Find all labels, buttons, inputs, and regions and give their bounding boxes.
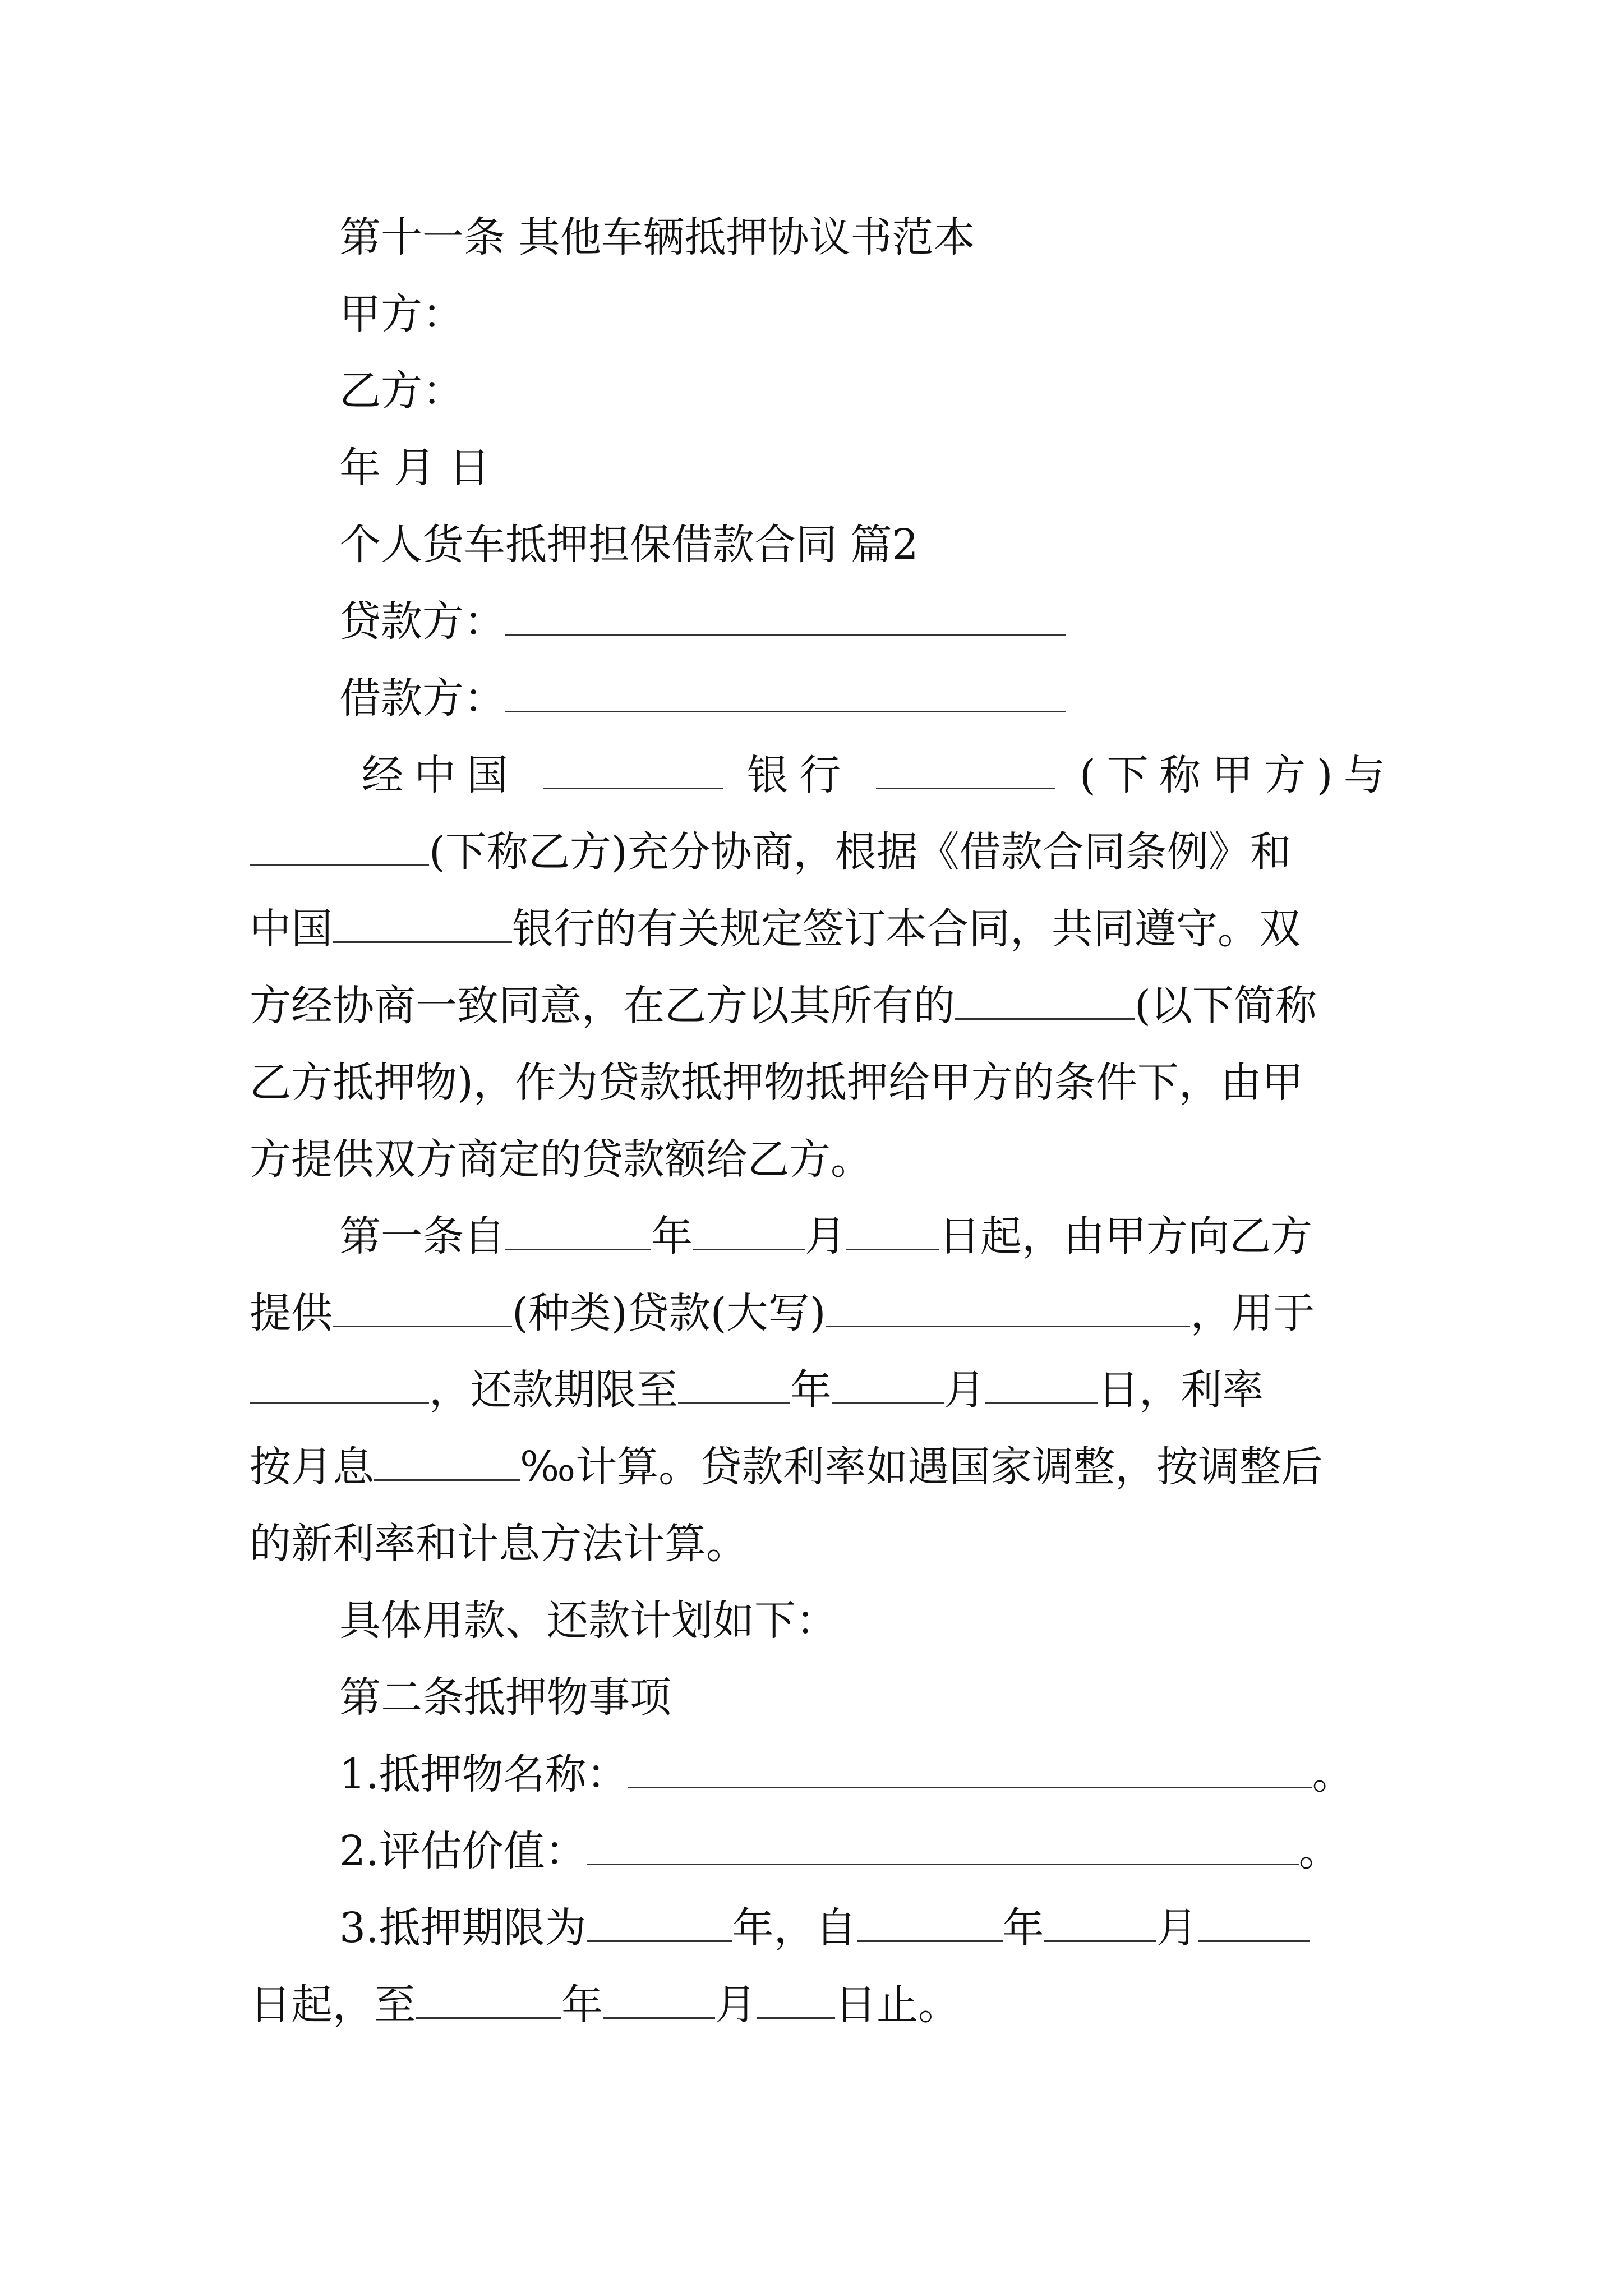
blank-line (757, 1985, 835, 2019)
text-run: 第二条抵押物事项 (339, 1673, 671, 1722)
blank-line (846, 1216, 939, 1250)
blank-line (1044, 1908, 1156, 1942)
clause-1-line (250, 1275, 1385, 1352)
text-run: 月 (1156, 1904, 1198, 1952)
text-run: 日止。 (835, 1981, 960, 2029)
text-run: 年 月 日 (339, 444, 491, 492)
paragraph-line (250, 1045, 1385, 1121)
blank-line (505, 1216, 651, 1250)
plan-line (250, 1582, 1385, 1659)
party-a-line (250, 276, 1385, 353)
clause-1-line (250, 1352, 1385, 1429)
text-run: 年 (790, 1366, 832, 1414)
collateral-name-line (250, 1736, 1385, 1813)
text-run: 日，利率 (1098, 1366, 1264, 1414)
text-run: 第一条自 (339, 1212, 505, 1260)
text-run: 提供 (250, 1289, 333, 1337)
blank-line (587, 1831, 1299, 1865)
term-line (250, 1890, 1385, 1967)
blank-line (955, 986, 1135, 1020)
clause-1-line (250, 1506, 1385, 1582)
blank-line (333, 909, 512, 943)
text-run: 银行 (746, 751, 852, 799)
text-run: 年 (1002, 1904, 1044, 1952)
text-run: 年，自 (732, 1904, 857, 1952)
blank-line (587, 1908, 732, 1942)
blank-line (416, 1985, 561, 2019)
clause-2-heading (250, 1659, 1385, 1736)
clause-1-line (250, 1198, 1385, 1275)
blank-line (876, 755, 1055, 789)
paragraph-line (250, 1121, 1385, 1198)
party-b-line (250, 353, 1385, 430)
text-run: 日起，由甲方向乙方 (939, 1212, 1312, 1260)
blank-line (543, 755, 723, 789)
blank-line (250, 1370, 429, 1404)
contract-body (250, 199, 1385, 2044)
blank-line (250, 832, 429, 866)
text-run: 具体用款、还款计划如下： (339, 1596, 837, 1645)
text-run: 甲方： (339, 290, 464, 338)
blank-line (333, 1293, 512, 1327)
text-run: 年 (561, 1981, 603, 2029)
text-run: ，还款期限至 (429, 1366, 678, 1414)
blank-line (985, 1370, 1098, 1404)
text-run: (种类)贷款(大写) (512, 1289, 826, 1337)
text-run: 中国 (250, 905, 333, 953)
text-run: 年 (651, 1212, 693, 1260)
text-run: ，用于 (1190, 1289, 1315, 1337)
text-run: 2.评估价值： (339, 1827, 587, 1875)
text-run: 按月息 (250, 1443, 374, 1491)
clause-1-line (250, 1429, 1385, 1506)
text-run: 贷款方： (339, 597, 505, 646)
text-run: 借款方： (339, 674, 505, 723)
paragraph-line (250, 968, 1385, 1045)
lender-line (250, 583, 1385, 660)
blank-line (693, 1216, 805, 1250)
blank-line (832, 1370, 944, 1404)
blank-line (628, 1754, 1312, 1788)
text-run: 乙方抵押物)，作为贷款抵押物抵押给甲方的条件下，由甲 (250, 1059, 1303, 1107)
text-run: 乙方： (339, 367, 464, 415)
text-run: 。 (1312, 1750, 1354, 1798)
text-run: 银行的有关规定签订本合同，共同遵守。双 (512, 905, 1301, 953)
text-run: 经中国 (362, 751, 519, 799)
text-run: 月 (805, 1212, 846, 1260)
text-run: 日起，至 (250, 1981, 416, 2029)
blank-line (678, 1370, 790, 1404)
valuation-line (250, 1813, 1385, 1890)
blank-line (505, 601, 1066, 636)
text-run: 的新利率和计息方法计算。 (250, 1520, 748, 1568)
paragraph-line (250, 814, 1385, 891)
blank-line (505, 678, 1066, 712)
date-line (250, 430, 1385, 507)
text-run: 方提供双方商定的贷款额给乙方。 (250, 1135, 872, 1184)
text-run: 月 (715, 1981, 757, 2029)
borrower-line (250, 660, 1385, 737)
blank-line (374, 1447, 520, 1481)
section-title (250, 507, 1385, 583)
text-run: 方经协商一致同意，在乙方以其所有的 (250, 982, 955, 1030)
text-run: 月 (944, 1366, 985, 1414)
text-run: (下称甲方)与 (1080, 751, 1386, 799)
text-run: (以下简称 (1135, 982, 1317, 1030)
text-run: 。 (1298, 1827, 1340, 1875)
blank-line (857, 1908, 1003, 1942)
blank-line (603, 1985, 715, 2019)
clause-11-heading (250, 199, 1385, 276)
text-run: 个人货车抵押担保借款合同 篇2 (339, 521, 919, 569)
text-run: 3.抵押期限为 (339, 1904, 587, 1952)
text-run: 第十一条 其他车辆抵押协议书范本 (339, 213, 975, 261)
text-run: (下称乙方)充分协商，根据《借款合同条例》和 (429, 828, 1292, 876)
paragraph-line (250, 891, 1385, 968)
paragraph-line (250, 737, 1385, 814)
text-run: 1.抵押物名称： (339, 1750, 628, 1798)
term-line (250, 1967, 1385, 2044)
text-run: ‰计算。贷款利率如遇国家调整，按调整后 (520, 1443, 1323, 1491)
blank-line (1198, 1908, 1310, 1942)
blank-line (826, 1293, 1190, 1327)
